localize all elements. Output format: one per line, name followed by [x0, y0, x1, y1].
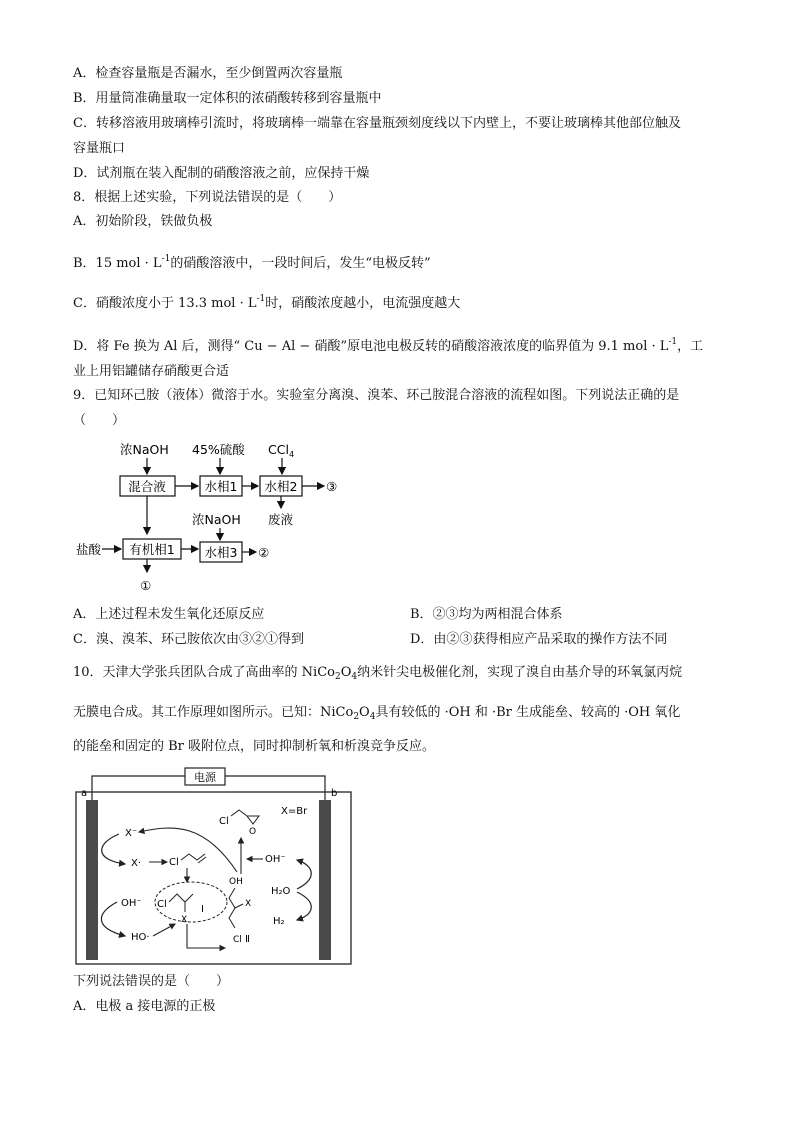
- q10-stem-1: [73, 664, 682, 686]
- q8-c-post: 时，硝酸浓度越小，电流强度越大: [265, 296, 461, 311]
- q7-option-c-cont: 容量瓶口: [73, 141, 126, 156]
- diagram-int1-chain: [169, 894, 193, 902]
- q10-stem-2: [73, 704, 680, 726]
- q8-c-pre: C．硝酸浓度小于 13.3 mol · L: [73, 296, 257, 311]
- q10-l2-sub2: 4: [369, 712, 376, 722]
- flow-box-organic1-label: 有机相1: [129, 542, 175, 557]
- q10-l1-sub1: 2: [334, 672, 341, 682]
- diagram-electrode-b: [319, 800, 331, 960]
- q9-option-a: A．上述过程未发生氧化还原反应: [73, 607, 265, 622]
- diagram-x-minus: X⁻: [125, 828, 138, 839]
- diagram-int1-cl: Cl: [157, 899, 167, 910]
- flow-box-water3-label: 水相3: [204, 545, 238, 560]
- flow-reagent-hcl: 盐酸: [76, 542, 102, 557]
- q8-b-sup: -1: [161, 254, 171, 264]
- q10-stem-3: 的能垒和固定的 Br 吸附位点，同时抑制析氧和析溴竞争反应。: [73, 739, 436, 754]
- diagram-epoxide-o: O: [249, 827, 257, 837]
- q9-option-c: C．溴、溴苯、环己胺依次由③②①得到: [73, 632, 304, 647]
- diagram-oh-minus-left: OH⁻: [121, 898, 142, 909]
- flow-box-mixture-label: 混合液: [128, 479, 166, 494]
- q8-b-pre: B．15 mol · L: [73, 256, 162, 271]
- q8-option-b: [73, 250, 431, 273]
- q9-option-b: B．②③均为两相混合体系: [410, 607, 563, 622]
- q8-stem: 8．根据上述实验，下列说法错误的是（ ）: [73, 190, 342, 205]
- q10-question: 下列说法错误的是（ ）: [73, 974, 230, 989]
- diagram-int2-bond-x: [235, 904, 243, 908]
- diagram-ho-radical: HO·: [131, 932, 150, 943]
- flow-reagent-h2so4: 45%硫酸: [192, 442, 245, 457]
- diagram-epoxide-ring: [247, 816, 259, 824]
- q8-option-c: [73, 290, 460, 313]
- q9-option-d: D．由②③获得相应产品采取的操作方法不同: [410, 632, 668, 647]
- diagram-int1-x: X: [181, 915, 188, 925]
- q10-option-a: A．电极 a 接电源的正极: [73, 999, 216, 1014]
- q9-stem-paren: （ ）: [73, 413, 126, 428]
- q8-d-sup: -1: [668, 337, 678, 347]
- flow-output-3: ③: [326, 479, 338, 494]
- diagram-arrow-x-release: [139, 828, 237, 872]
- q9-stem: 9．已知环己胺（液体）微溶于水。实验室分离溴、溴苯、环己胺混合溶液的流程如图。下列说法正确的是: [73, 388, 680, 403]
- diagram-arrow-to-int2: [187, 924, 225, 948]
- flow-waste: 废液: [268, 512, 294, 527]
- diagram-int2-oh: OH: [229, 877, 243, 887]
- diagram-x-radical: X·: [131, 858, 142, 869]
- q10-l2-post: 具有较低的 ·OH 和 ·Br 生成能垒、较高的 ·OH 氧化: [375, 705, 681, 720]
- diagram-wire-right: [225, 776, 325, 800]
- diagram-arrow-h2o-to-oh: [297, 860, 311, 889]
- diagram-allyl-cl: Cl: [169, 857, 179, 868]
- q8-d-pre: D．将 Fe 换为 Al 后，测得“ Cu − Al − 硝酸”原电池电极反转的硝酸溶液浓度的临界值为 9.1 mol · L: [73, 339, 669, 354]
- diagram-int1-label: Ⅰ: [201, 904, 204, 915]
- q10-l2-sub1: 2: [353, 712, 360, 722]
- q8-option-d-cont: 业上用铝罐储存硝酸更合适: [73, 364, 230, 379]
- diagram-electrode-a: [86, 800, 98, 960]
- q8-d-post: ，工: [677, 339, 704, 354]
- diagram-h2: H₂: [273, 916, 285, 927]
- q10-l1-pre: 10．天津大学张兵团队合成了高曲率的 NiCo: [73, 665, 335, 680]
- diagram-h2o: H₂O: [271, 886, 291, 897]
- q7-option-a: A．检查容量瓶是否漏水，至少倒置两次容量瓶: [73, 66, 343, 81]
- diagram-allyl-chain: [181, 854, 205, 860]
- diagram-int2-label: Ⅱ: [245, 934, 250, 945]
- diagram-int2-chain: [229, 888, 235, 928]
- flow-box-water2-label: 水相2: [264, 479, 298, 494]
- diagram-int2-cl: Cl: [233, 935, 242, 945]
- diagram-x-definition: X=Br: [281, 806, 308, 817]
- diagram-arrow-ho-attack: [153, 924, 175, 936]
- q10-l2-mid: O: [359, 705, 370, 720]
- q7-option-d: D．试剂瓶在装入配制的硝酸溶液之前，应保持干燥: [73, 166, 370, 181]
- diagram-wire-left: [92, 776, 185, 800]
- q8-option-a: A．初始阶段，铁做负极: [73, 214, 213, 229]
- flow-output-2: ②: [258, 545, 270, 560]
- q8-option-d: [73, 333, 703, 356]
- diagram-electrode-a-label: a: [81, 788, 88, 799]
- diagram-epoxide-cl: Cl: [219, 816, 229, 827]
- q8-b-post: 的硝酸溶液中，一段时间后，发生“电极反转”: [170, 256, 431, 271]
- q10-l1-post: 纳米针尖电极催化剂，实现了溴自由基介导的环氧氯丙烷: [357, 665, 683, 680]
- q10-l1-sub2: 4: [351, 672, 358, 682]
- diagram-int2-x: X: [245, 899, 252, 909]
- q10-l2-pre: 无膜电合成。其工作原理如图所示。已知：NiCo: [73, 705, 354, 720]
- diagram-oh-minus-right: OH⁻: [265, 854, 286, 865]
- q10-l1-mid: O: [340, 665, 352, 680]
- q10-electrolysis-diagram: [75, 764, 355, 966]
- q9-flowchart: [70, 436, 390, 596]
- diagram-electrode-b-label: b: [331, 788, 338, 799]
- q7-option-c: C．转移溶液用玻璃棒引流时，将玻璃棒一端靠在容量瓶颈刻度线以下内壁上，不要让玻璃棒其他部位触及: [73, 116, 681, 131]
- flow-output-1: ①: [140, 578, 152, 593]
- q7-option-b: B．用量筒准确量取一定体积的浓硝酸转移到容量瓶中: [73, 91, 382, 106]
- q8-c-sup: -1: [256, 294, 266, 304]
- flow-reagent-naoh-top: 浓NaOH: [120, 442, 169, 457]
- flow-reagent-ccl4: CCl$_4$: [268, 442, 295, 459]
- flow-box-water1-label: 水相1: [204, 479, 238, 494]
- flow-reagent-naoh-mid: 浓NaOH: [192, 512, 241, 527]
- diagram-arrow-x-oxidation: [102, 834, 125, 864]
- diagram-epoxide-chain: [231, 810, 247, 816]
- diagram-power-label: 电源: [194, 771, 216, 784]
- diagram-arrow-h2o-to-h2: [297, 892, 311, 920]
